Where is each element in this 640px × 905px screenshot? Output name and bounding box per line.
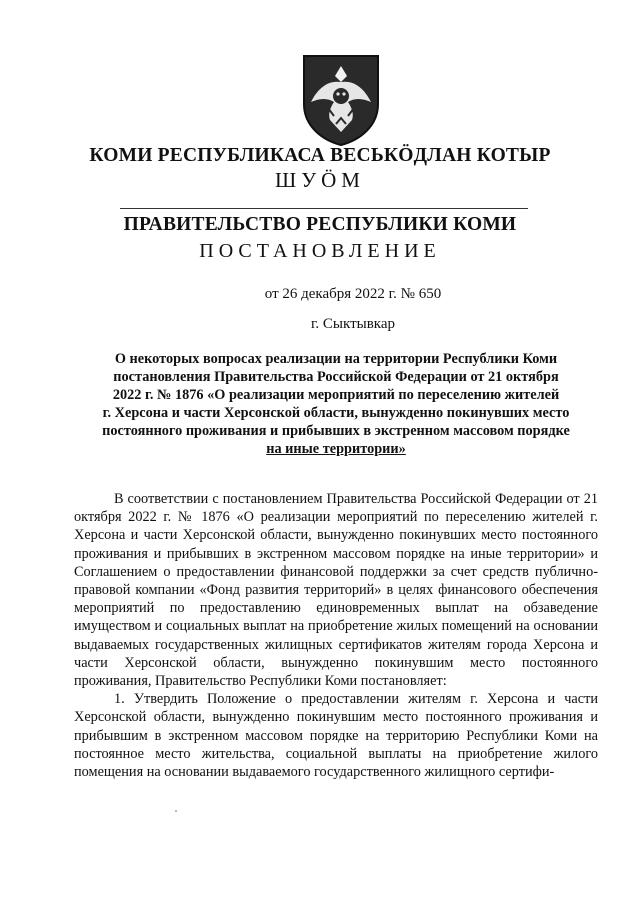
document-date-number: от 26 декабря 2022 г. № 650 — [264, 286, 442, 302]
subject-line: О некоторых вопросах реализации на территории Республики Коми — [114, 351, 558, 367]
header-divider — [120, 208, 528, 209]
subject-line: постановления Правительства Российской Федерации от 21 октября — [113, 369, 559, 385]
komi-document-type: ШУӦМ — [275, 168, 365, 192]
document-type: ПОСТАНОВЛЕНИЕ — [199, 240, 441, 262]
document-body — [74, 490, 598, 781]
komi-organization-title: КОМИ РЕСПУБЛИКАСА ВЕСЬКӦДЛАН КОТЫР — [89, 145, 551, 166]
subject-line: г. Херсона и части Херсонской области, вынужденно покинувших место — [102, 405, 570, 421]
document-city: г. Сыктывкар — [310, 316, 396, 332]
scan-speck — [175, 810, 177, 812]
government-title: ПРАВИТЕЛЬСТВО РЕСПУБЛИКИ КОМИ — [123, 214, 517, 235]
komi-coat-of-arms-icon — [298, 52, 384, 147]
subject-line: 2022 г. № 1876 «О реализации мероприятий по переселению жителей — [112, 387, 560, 403]
subject-line: постоянного проживания и прибывших в экстренном массовом порядке — [102, 423, 570, 439]
document-subject — [76, 350, 596, 458]
subject-line: на иные территории» — [266, 441, 406, 457]
body-paragraph: В соответствии с постановлением Правительства Российской Федерации от 21 октября 2022 г. № 1876 «О реализации мероприятий по переселению жителей г. Херсона и части Херсонской области, вынужденно покинувших место постоянного проживания и прибывших в экстренном массовом порядке на иные территории» и Соглашением о предоставлении финансовой поддержки за счет средств публично-правовой компании «Фонд развития территорий» в целях финансового обеспечения мероприятий по предоставлению единовременных выплат на обзаведение имуществом и социальных выплат на приобретение жилых помещений на основании выдаваемых государственных жилищных сертификатов жителям города Херсона и части Херсонской области, вынужденно покинувшим место постоянного проживания, Правительство Республики Коми постановляет: — [74, 491, 598, 690]
body-paragraph: 1. Утвердить Положение о предоставлении жителям г. Херсона и части Херсонской области, вынужденно покинувшим место постоянного проживания и прибывшим в экстренном массовом порядке на территорию Республики Коми на постоянное место жительства, социальной выплаты на приобретение жилого помещения на основании выдаваемого государственного жилищного сертифи- — [74, 691, 598, 781]
